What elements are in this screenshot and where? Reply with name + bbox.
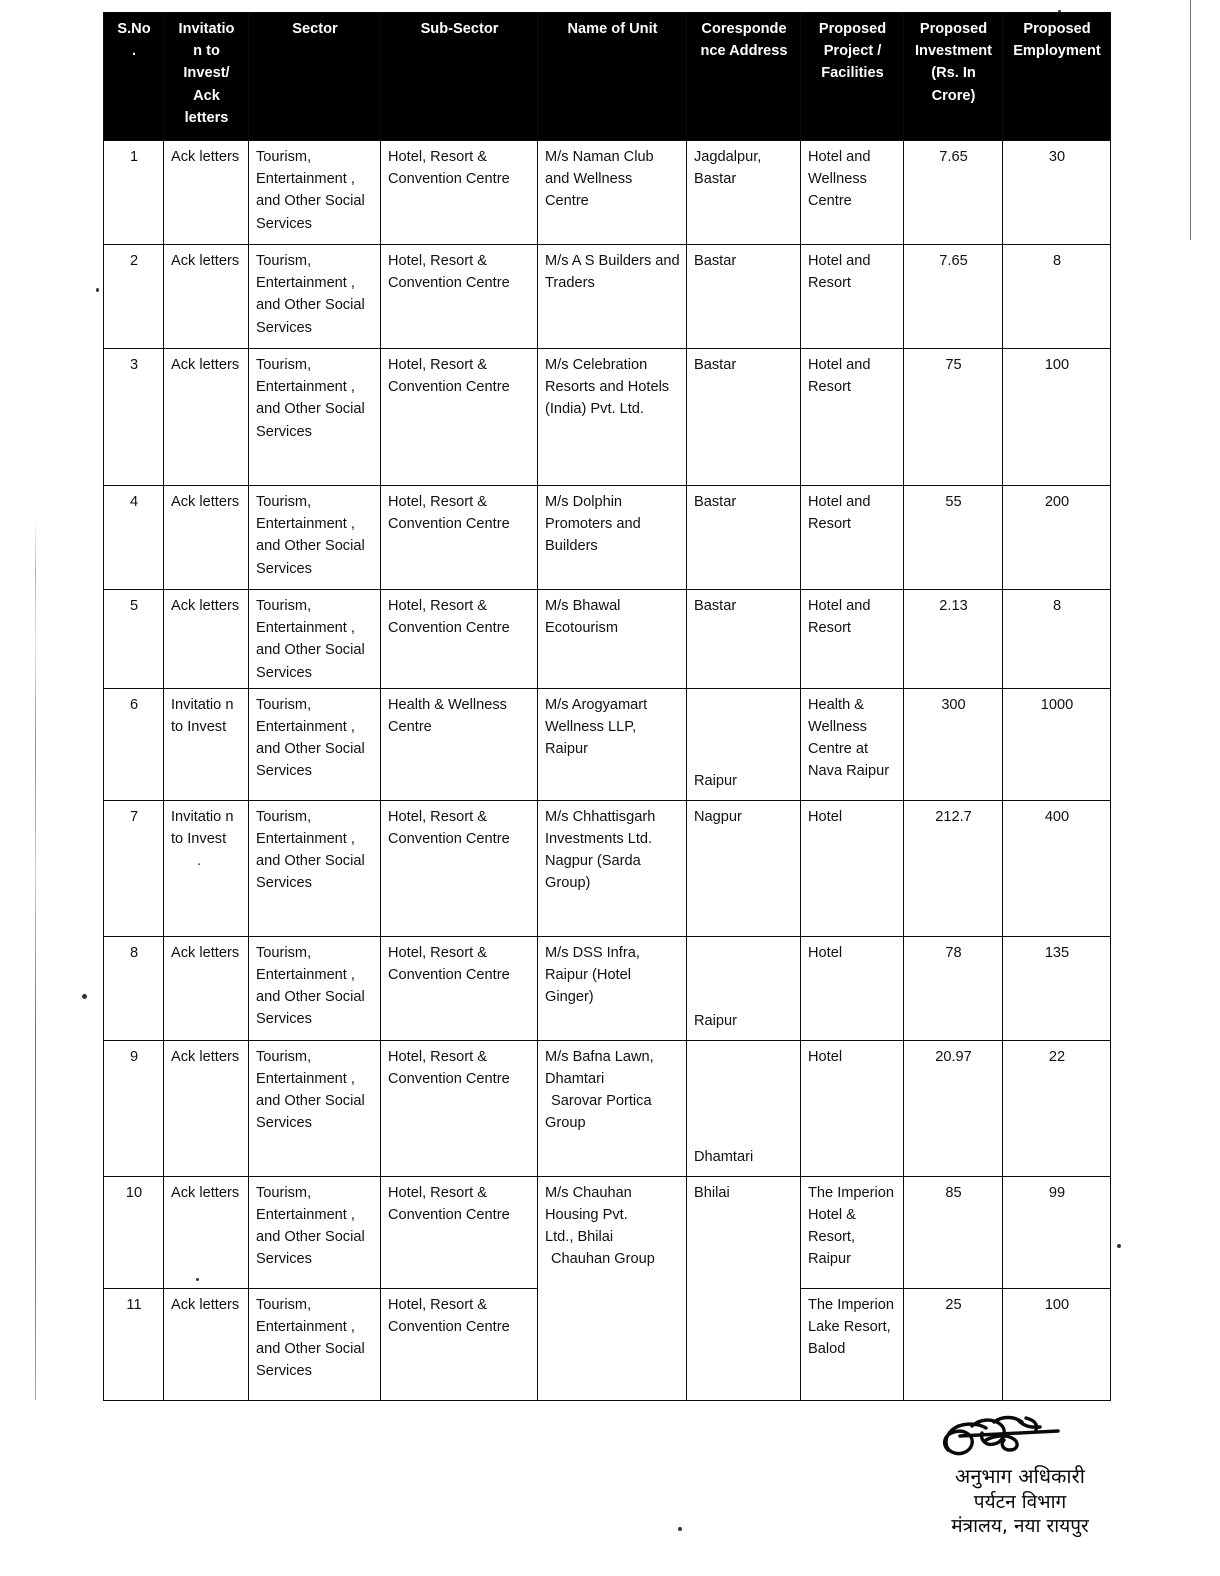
cell-address: Bastar [687,486,801,590]
cell-invitation: Ack letters [164,590,249,689]
cell-invitation: Ack letters [164,141,249,245]
column-header-sno: S.No . [104,13,164,141]
cell-sno: 9 [104,1040,164,1176]
cell-sno: 6 [104,688,164,800]
cell-name-of-unit: M/s Naman Club and Wellness Centre [538,141,687,245]
cell-sno: 10 [104,1176,164,1288]
cell-investment: 212.7 [904,800,1003,936]
scan-speck [1117,1244,1121,1248]
cell-employment: 100 [1003,1288,1111,1400]
cell-sno: 5 [104,590,164,689]
cell-invitation: Ack letters [164,486,249,590]
cell-subsector: Hotel, Resort & Convention Centre [381,590,538,689]
cell-name-of-unit: M/s Chhattisgarh Investments Ltd. Nagpur (Sarda Group) [538,800,687,936]
cell-subsector: Hotel, Resort & Convention Centre [381,245,538,349]
cell-name-of-unit: M/s Dolphin Promoters and Builders [538,486,687,590]
cell-name-of-unit: M/s Chauhan Housing Pvt. Ltd., Bhilai Chauhan Group [538,1176,687,1400]
scan-speck [678,1527,682,1531]
column-header-correspondence-address: Coresponde nce Address [687,13,801,141]
cell-project: Hotel [801,800,904,936]
cell-name-of-unit: M/s DSS Infra, Raipur (Hotel Ginger) [538,936,687,1040]
cell-investment: 7.65 [904,141,1003,245]
cell-sector: Tourism, Entertainment , and Other Social Services [249,1288,381,1400]
cell-project: Hotel and Resort [801,486,904,590]
cell-subsector: Hotel, Resort & Convention Centre [381,141,538,245]
cell-employment: 30 [1003,141,1111,245]
table-row [104,141,1111,245]
cell-sno: 3 [104,349,164,486]
cell-employment: 200 [1003,486,1111,590]
cell-invitation: Ack letters [164,349,249,486]
cell-project: Health & Wellness Centre at Nava Raipur [801,688,904,800]
table-row [104,1040,1111,1176]
cell-investment: 25 [904,1288,1003,1400]
cell-address: Bhilai [687,1176,801,1400]
column-header-name-of-unit: Name of Unit [538,13,687,141]
cell-subsector: Hotel, Resort & Convention Centre [381,1288,538,1400]
cell-investment: 2.13 [904,590,1003,689]
cell-employment: 8 [1003,590,1111,689]
cell-subsector: Hotel, Resort & Convention Centre [381,1040,538,1176]
cell-invitation: Ack letters [164,936,249,1040]
investment-proposals-table [103,12,1111,1401]
scan-speck [96,288,99,292]
cell-address: Raipur [687,688,801,800]
cell-investment: 85 [904,1176,1003,1288]
cell-project: The Imperion Hotel & Resort, Raipur [801,1176,904,1288]
cell-invitation: Invitatio n to Invest [164,688,249,800]
table-row [104,486,1111,590]
cell-employment: 135 [1003,936,1111,1040]
cell-employment: 100 [1003,349,1111,486]
cell-address: Dhamtari [687,1040,801,1176]
cell-investment: 55 [904,486,1003,590]
table-header-row [104,13,1111,141]
cell-sector: Tourism, Entertainment , and Other Social Services [249,141,381,245]
column-header-proposed-project: Proposed Project / Facilities [801,13,904,141]
cell-subsector: Health & Wellness Centre [381,688,538,800]
cell-sector: Tourism, Entertainment , and Other Social Services [249,936,381,1040]
cell-name-of-unit: M/s Bhawal Ecotourism [538,590,687,689]
table-row [104,1176,1111,1288]
cell-name-of-unit: M/s Celebration Resorts and Hotels (India) Pvt. Ltd. [538,349,687,486]
cell-project: Hotel and Resort [801,245,904,349]
cell-sector: Tourism, Entertainment , and Other Social Services [249,245,381,349]
cell-sno: 8 [104,936,164,1040]
cell-invitation: Ack letters [164,1176,249,1288]
cell-sno: 1 [104,141,164,245]
cell-sno: 11 [104,1288,164,1400]
cell-invitation: Ack letters [164,1040,249,1176]
cell-employment: 400 [1003,800,1111,936]
cell-employment: 22 [1003,1040,1111,1176]
cell-project: Hotel and Resort [801,590,904,689]
cell-address: Jagdalpur, Bastar [687,141,801,245]
signature-designation: अनुभाग अधिकारी [955,1464,1085,1488]
cell-employment: 1000 [1003,688,1111,800]
cell-sector: Tourism, Entertainment , and Other Social Services [249,1176,381,1288]
cell-sno: 2 [104,245,164,349]
cell-investment: 78 [904,936,1003,1040]
cell-address: Bastar [687,245,801,349]
cell-project: Hotel and Resort [801,349,904,486]
scan-speck [82,994,87,999]
cell-sector: Tourism, Entertainment , and Other Social Services [249,486,381,590]
cell-subsector: Hotel, Resort & Convention Centre [381,1176,538,1288]
cell-address: Nagpur [687,800,801,936]
column-header-proposed-investment: Proposed Investment (Rs. In Crore) [904,13,1003,141]
cell-project: Hotel and Wellness Centre [801,141,904,245]
column-header-subsector: Sub-Sector [381,13,538,141]
table-row [104,245,1111,349]
cell-subsector: Hotel, Resort & Convention Centre [381,486,538,590]
cell-sno: 7 [104,800,164,936]
cell-address: Bastar [687,349,801,486]
cell-employment: 99 [1003,1176,1111,1288]
cell-project: Hotel [801,1040,904,1176]
cell-invitation: Ack letters [164,245,249,349]
column-header-proposed-employment: Proposed Employment [1003,13,1111,141]
signature-block [895,1410,1145,1538]
column-header-invitation: Invitatio n to Invest/ Ack letters [164,13,249,141]
cell-invitation: Invitatio n to Invest. [164,800,249,936]
cell-investment: 7.65 [904,245,1003,349]
signature-office: मंत्रालय, नया रायपुर [951,1514,1089,1537]
cell-investment: 20.97 [904,1040,1003,1176]
cell-sector: Tourism, Entertainment , and Other Social Services [249,800,381,936]
scan-artifact-right-edge-line [1190,0,1191,240]
cell-subsector: Hotel, Resort & Convention Centre [381,800,538,936]
cell-project: The Imperion Lake Resort, Balod [801,1288,904,1400]
cell-address: Raipur [687,936,801,1040]
table-row [104,590,1111,689]
cell-sno: 4 [104,486,164,590]
cell-invitation: Ack letters [164,1288,249,1400]
table-row [104,936,1111,1040]
cell-name-of-unit: M/s Bafna Lawn, Dhamtari Sarovar Portica Group [538,1040,687,1176]
investment-proposals-table-sheet [103,12,1110,1401]
table-row [104,800,1111,936]
cell-sector: Tourism, Entertainment , and Other Social Services [249,349,381,486]
handwritten-signature [930,1410,1110,1462]
table-header [104,13,1111,141]
cell-name-of-unit: M/s A S Builders and Traders [538,245,687,349]
cell-sector: Tourism, Entertainment , and Other Social Services [249,590,381,689]
cell-subsector: Hotel, Resort & Convention Centre [381,349,538,486]
cell-project: Hotel [801,936,904,1040]
cell-address: Bastar [687,590,801,689]
cell-name-of-unit: M/s Arogyamart Wellness LLP, Raipur [538,688,687,800]
cell-sector: Tourism, Entertainment , and Other Social Services [249,688,381,800]
cell-subsector: Hotel, Resort & Convention Centre [381,936,538,1040]
scan-speck-inline: . [197,853,202,870]
cell-investment: 75 [904,349,1003,486]
table-body [104,141,1111,1401]
cell-employment: 8 [1003,245,1111,349]
cell-sector: Tourism, Entertainment , and Other Social Services [249,1040,381,1176]
scan-artifact-left-margin-line [35,520,36,1400]
column-header-sector: Sector [249,13,381,141]
table-row [104,349,1111,486]
cell-investment: 300 [904,688,1003,800]
table-row [104,688,1111,800]
signature-department: पर्यटन विभाग [973,1490,1067,1513]
